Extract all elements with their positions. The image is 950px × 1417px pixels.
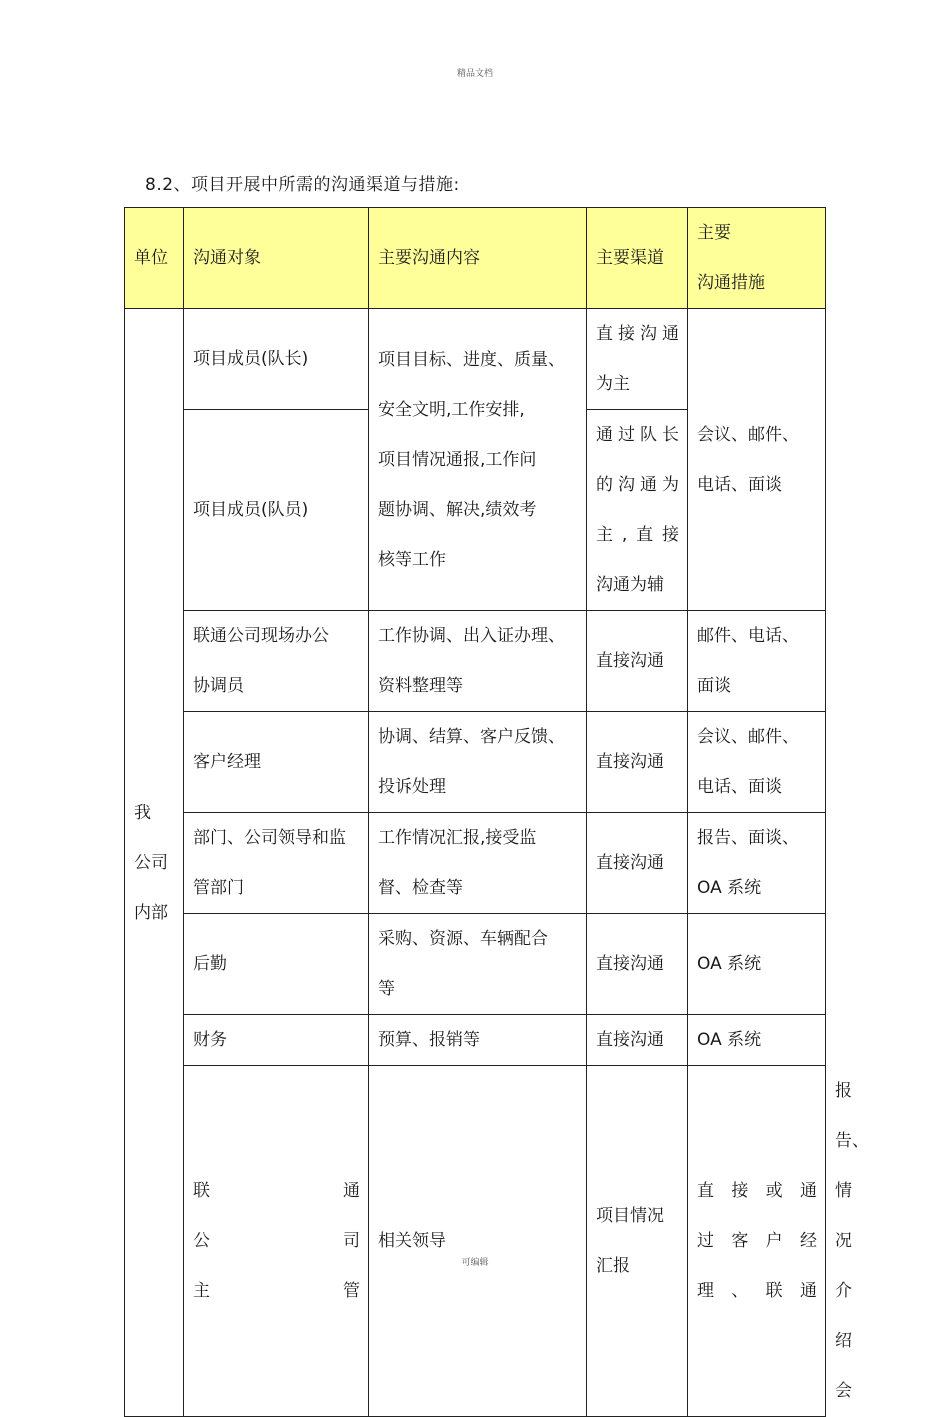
- channel-cell: [587, 410, 688, 611]
- target-cell: 客户经理: [184, 712, 369, 813]
- channel-cell: 直接沟通: [587, 611, 688, 712]
- unit-line: 公司: [193, 1231, 360, 1251]
- content-line: 核等工作: [378, 549, 446, 570]
- header-measure-line1: 主要: [697, 223, 731, 243]
- channel-cell: [587, 309, 688, 410]
- target-cell: 相关领导: [369, 1066, 587, 1417]
- measure-line: 邮件、电话、: [697, 626, 799, 646]
- measure-line: OA 系统: [697, 878, 762, 898]
- channel-line: 沟通为辅: [596, 575, 664, 595]
- channel-cell: 直接沟通: [587, 712, 688, 813]
- target-line: 联通公司现场办公: [193, 626, 329, 646]
- communication-table: [124, 207, 869, 1417]
- header-target: 沟通对象: [184, 208, 369, 309]
- table-row: [125, 1015, 826, 1066]
- channel-line: 直接沟通: [596, 324, 679, 344]
- content-line: 安全文明,工作安排,: [378, 399, 525, 420]
- measure-cell: [688, 611, 826, 712]
- measure-line: 电话、面谈: [697, 474, 782, 495]
- unit-line: 主管: [193, 1281, 360, 1301]
- content-line: 项目目标、进度、质量、: [378, 349, 565, 370]
- content-cell: [369, 813, 587, 914]
- content-cell: 预算、报销等: [369, 1015, 587, 1066]
- target-line: 协调员: [193, 676, 244, 696]
- target-cell: [184, 611, 369, 712]
- measure-cell: OA 系统: [688, 1015, 826, 1066]
- content-line: 协调、结算、客户反馈、: [378, 727, 565, 747]
- section-title: 8.2、项目开展中所需的沟通渠道与措施:: [145, 175, 460, 195]
- team-measure-cell: [688, 309, 826, 611]
- target-cell: 项目成员(队长): [184, 309, 369, 410]
- table-row: [125, 611, 826, 712]
- channel-cell: [688, 1066, 826, 1417]
- content-line: 工作情况汇报,接受监: [378, 828, 537, 848]
- channel-line: 理、联通: [697, 1281, 817, 1301]
- content-line: 工作协调、出入证办理、: [378, 626, 565, 646]
- header-unit: 单位: [125, 208, 184, 309]
- channel-line: 为主: [596, 374, 630, 394]
- measure-line: 会议、邮件、: [697, 424, 799, 445]
- table-row: [125, 813, 826, 914]
- channel-cell: 直接沟通: [587, 813, 688, 914]
- channel-line: 直接或通: [697, 1181, 817, 1201]
- channel-cell: 直接沟通: [587, 914, 688, 1015]
- content-line: 采购、资源、车辆配合: [378, 929, 548, 949]
- measure-line: 报告、面谈、: [697, 828, 799, 848]
- content-line: 项目情况通报,工作问: [378, 449, 537, 470]
- target-cell: [184, 813, 369, 914]
- channel-line: 通过队长: [596, 425, 679, 445]
- measure-cell: [688, 712, 826, 813]
- content-cell: [369, 914, 587, 1015]
- header-measure-line2: 沟通措施: [697, 273, 765, 293]
- header-measure: [688, 208, 826, 309]
- table-row: [125, 712, 826, 813]
- content-cell: 项目情况汇报: [587, 1066, 688, 1417]
- measure-line: 面谈: [697, 676, 731, 696]
- table-header-row: [125, 208, 826, 309]
- measure-line: 会议、邮件、: [697, 727, 799, 747]
- content-line: 投诉处理: [378, 777, 446, 797]
- content-cell: [369, 611, 587, 712]
- measure-cell: OA 系统: [688, 914, 826, 1015]
- unit-line: 公司: [134, 852, 168, 873]
- target-cell: 项目成员(队员): [184, 410, 369, 611]
- unit-line: 我: [134, 802, 151, 823]
- target-line: 部门、公司领导和监: [193, 828, 346, 848]
- table-row: 联通 公司 主管 相关领导 项目情况汇报 直接或通 过客户经 理、联通 报告、情况介 绍会: [125, 1066, 826, 1417]
- unit-line: 内部: [134, 902, 168, 923]
- unit-line: 联通: [193, 1181, 360, 1201]
- target-cell: 后勤: [184, 914, 369, 1015]
- table-row: [125, 309, 826, 410]
- team-content-cell: [369, 309, 587, 611]
- channel-line: 主,直接: [596, 525, 679, 545]
- channel-line: 的沟通为: [596, 475, 679, 495]
- content-line: 督、检查等: [378, 878, 463, 898]
- unit-internal-cell: [125, 309, 184, 1417]
- channel-line: 过客户经: [697, 1231, 817, 1251]
- target-line: 管部门: [193, 878, 244, 898]
- footer-watermark: 可编辑: [461, 1258, 489, 1268]
- content-line: 等: [378, 979, 395, 999]
- header-watermark: 精品文档: [456, 69, 493, 79]
- measure-cell: [688, 813, 826, 914]
- content-cell: [369, 712, 587, 813]
- unit-external-cell: [184, 1066, 369, 1417]
- table-row: [125, 914, 826, 1015]
- content-line: 资料整理等: [378, 676, 463, 696]
- header-content: 主要沟通内容: [369, 208, 587, 309]
- target-cell: 财务: [184, 1015, 369, 1066]
- header-channel: 主要渠道: [587, 208, 688, 309]
- content-line: 题协调、解决,绩效考: [378, 499, 537, 520]
- channel-cell: 直接沟通: [587, 1015, 688, 1066]
- measure-line: 电话、面谈: [697, 777, 782, 797]
